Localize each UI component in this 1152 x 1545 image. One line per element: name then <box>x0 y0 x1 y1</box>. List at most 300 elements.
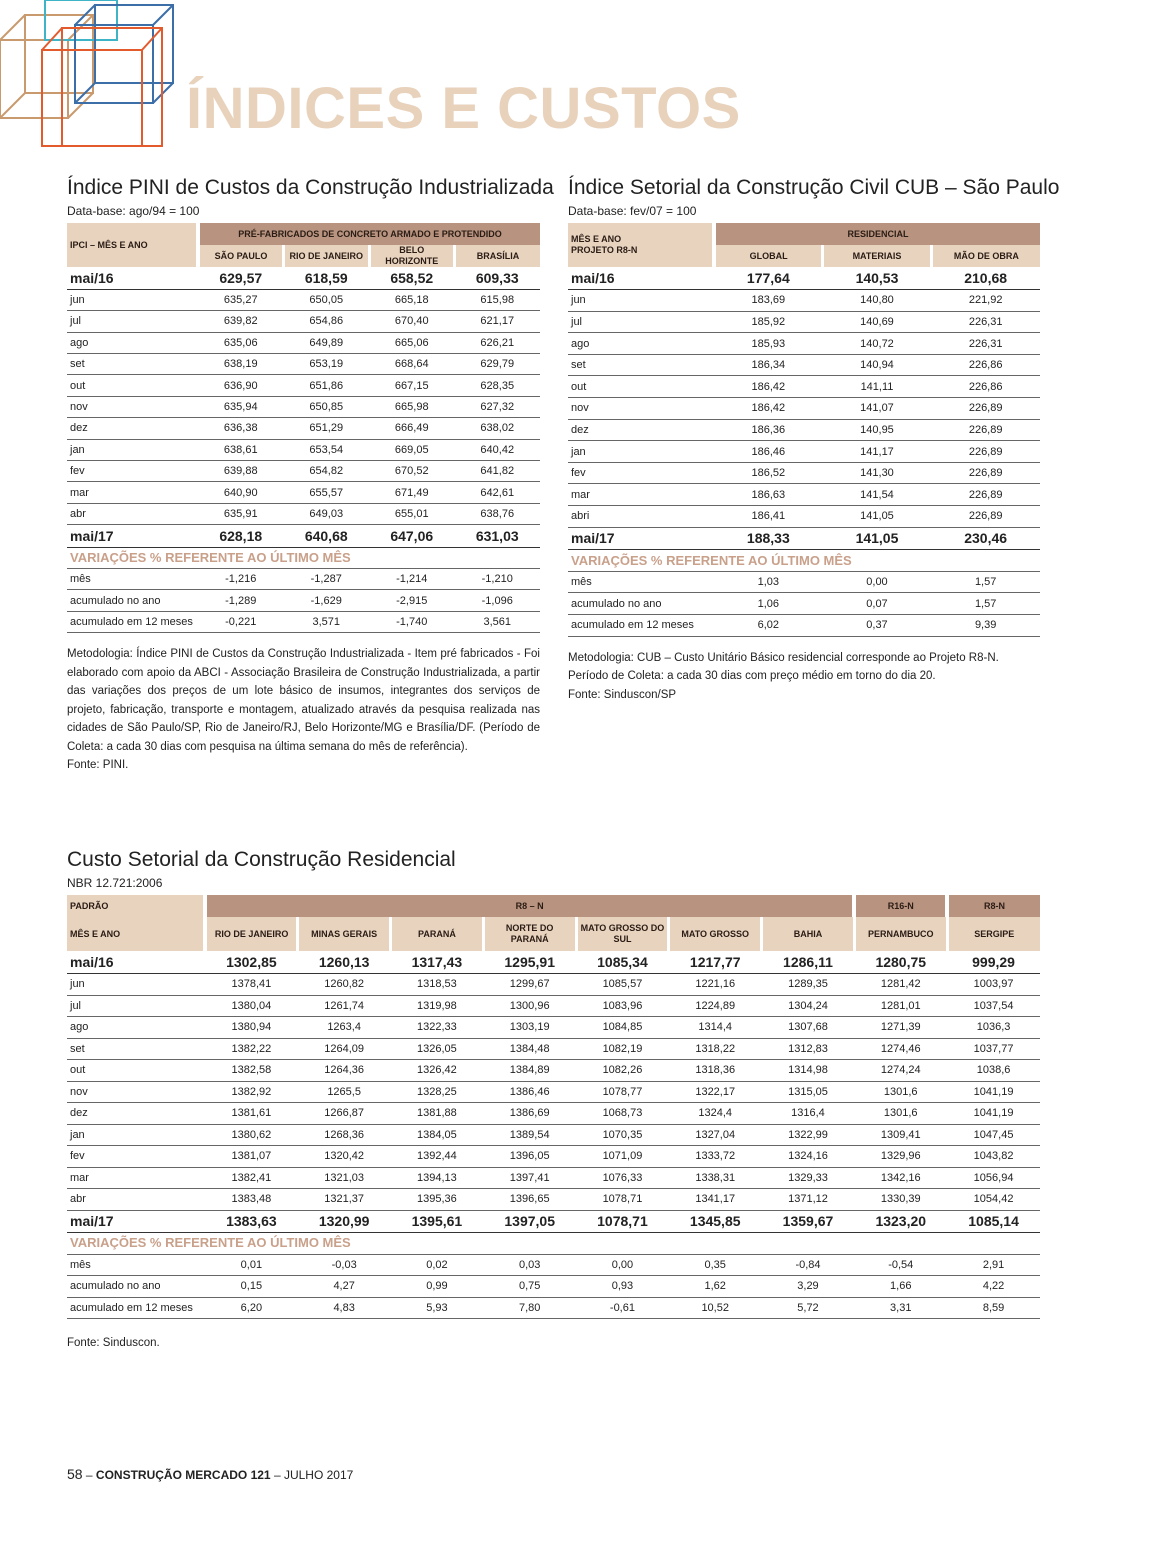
cub-methodology-line1: Metodologia: CUB – Custo Unitário Básico residencial corresponde ao Projeto R8-N. <box>568 651 999 664</box>
table-row-first <box>67 951 1040 974</box>
pini-table <box>67 223 540 633</box>
table-cell: 1076,33 <box>576 1167 669 1189</box>
table-cell: 1383,63 <box>205 1210 298 1233</box>
column-header: RIO DE JANEIRO <box>284 245 370 267</box>
cub-title: Índice Setorial da Construção Civil CUB – São Paulo <box>568 176 1060 199</box>
table-row <box>67 1017 1040 1039</box>
row-label: out <box>67 1060 205 1082</box>
table-cell: 1386,46 <box>483 1081 576 1103</box>
table-cell: 140,80 <box>823 290 932 312</box>
table-cell: 636,90 <box>198 375 284 396</box>
table-cell: 0,75 <box>483 1276 576 1298</box>
table-cell: -0,03 <box>298 1254 391 1276</box>
table-cell: 1078,71 <box>576 1210 669 1233</box>
table-cell: 615,98 <box>455 289 541 310</box>
table-cell: 226,31 <box>931 333 1040 355</box>
row-label: jan <box>67 439 198 460</box>
table-cell: -1,096 <box>455 590 541 611</box>
table-cell: 1286,11 <box>762 951 855 974</box>
table-cell: 9,39 <box>931 615 1040 637</box>
table-cell: 651,29 <box>284 418 370 439</box>
column-header: MATERIAIS <box>823 245 932 267</box>
variation-title-row <box>568 550 1040 572</box>
table-cell: 1323,20 <box>854 1210 947 1233</box>
table-cell: -1,216 <box>198 568 284 589</box>
table-row <box>67 396 540 417</box>
column-header: MATO GROSSO DO SUL <box>576 917 669 951</box>
row-label: jun <box>568 290 714 312</box>
table-cell: 1384,05 <box>391 1124 484 1146</box>
row-label: dez <box>67 418 198 439</box>
variation-title: VARIAÇÕES % REFERENTE AO ÚLTIMO MÊS <box>67 1233 1040 1255</box>
table-row <box>67 1124 1040 1146</box>
row-label: mai/17 <box>568 527 714 550</box>
table-cell: 226,86 <box>931 376 1040 398</box>
table-cell: 186,63 <box>714 484 823 506</box>
table-cell: -1,629 <box>284 590 370 611</box>
pini-row-header: IPCI – MÊS E ANO <box>67 223 198 267</box>
table-cell: 999,29 <box>947 951 1040 974</box>
table-cell: 1036,3 <box>947 1017 1040 1039</box>
table-cell: 635,94 <box>198 396 284 417</box>
row-label: mai/16 <box>67 267 198 289</box>
table-cell: 1264,36 <box>298 1060 391 1082</box>
table-cell: 1322,33 <box>391 1017 484 1039</box>
row-label: fev <box>568 462 714 484</box>
table-cell: 1396,05 <box>483 1146 576 1168</box>
table-cell: 1316,4 <box>762 1103 855 1125</box>
footer-dash: – <box>270 1468 284 1482</box>
table-row-first <box>568 267 1040 290</box>
table-cell: 3,31 <box>854 1297 947 1319</box>
table-cell: 609,33 <box>455 267 541 289</box>
table-cell: 141,54 <box>823 484 932 506</box>
row-label: jan <box>67 1124 205 1146</box>
table-cell: 654,86 <box>284 311 370 332</box>
table-cell: 1383,48 <box>205 1189 298 1211</box>
table-cell: 1378,41 <box>205 974 298 996</box>
row-label: jun <box>67 974 205 996</box>
table-cell: 0,00 <box>576 1254 669 1276</box>
column-header: MINAS GERAIS <box>298 917 391 951</box>
table-cell: 1321,03 <box>298 1167 391 1189</box>
table-cell: 1389,54 <box>483 1124 576 1146</box>
table-cell: 658,52 <box>369 267 455 289</box>
table-cell: 1260,82 <box>298 974 391 996</box>
table-cell: 1314,98 <box>762 1060 855 1082</box>
table-cell: 0,01 <box>205 1254 298 1276</box>
table-cell: 3,561 <box>455 611 541 632</box>
table-cell: 210,68 <box>931 267 1040 290</box>
table-cell: 655,57 <box>284 482 370 503</box>
column-header: GLOBAL <box>714 245 823 267</box>
table-cell: 1315,05 <box>762 1081 855 1103</box>
table-cell: 1,06 <box>714 593 823 615</box>
table-row <box>67 354 540 375</box>
table-cell: 1380,94 <box>205 1017 298 1039</box>
table-cell: 1217,77 <box>669 951 762 974</box>
row-label: acumulado em 12 meses <box>67 1297 205 1319</box>
table-cell: 1,57 <box>931 571 1040 593</box>
table-cell: 639,88 <box>198 461 284 482</box>
table-cell: 1,57 <box>931 593 1040 615</box>
table-cell: 185,92 <box>714 311 823 333</box>
variation-row <box>568 615 1040 637</box>
table-cell: 1301,6 <box>854 1103 947 1125</box>
table-cell: 1319,98 <box>391 995 484 1017</box>
table-row <box>568 419 1040 441</box>
row-label: jan <box>568 441 714 463</box>
table-cell: 1329,96 <box>854 1146 947 1168</box>
table-cell: 1054,42 <box>947 1189 1040 1211</box>
table-cell: 1274,46 <box>854 1038 947 1060</box>
table-row <box>67 1189 1040 1211</box>
table-cell: 1082,19 <box>576 1038 669 1060</box>
table-cell: 1295,91 <box>483 951 576 974</box>
residencial-row-header: MÊS E ANO <box>67 917 205 951</box>
column-header: BAHIA <box>762 917 855 951</box>
table-cell: 186,41 <box>714 506 823 528</box>
variation-title: VARIAÇÕES % REFERENTE AO ÚLTIMO MÊS <box>67 547 540 568</box>
table-cell: 665,06 <box>369 332 455 353</box>
residencial-padrao-header: PADRÃO <box>67 895 205 917</box>
table-cell: 226,31 <box>931 311 1040 333</box>
table-cell: 0,35 <box>669 1254 762 1276</box>
table-cell: 1224,89 <box>669 995 762 1017</box>
table-cell: -1,740 <box>369 611 455 632</box>
table-cell: -1,287 <box>284 568 370 589</box>
row-label: jul <box>67 995 205 1017</box>
table-cell: 1396,65 <box>483 1189 576 1211</box>
cub-table <box>568 223 1040 637</box>
table-cell: 1,62 <box>669 1276 762 1298</box>
row-label: out <box>568 376 714 398</box>
table-cell: 640,42 <box>455 439 541 460</box>
table-cell: 1085,57 <box>576 974 669 996</box>
table-cell: 1318,36 <box>669 1060 762 1082</box>
table-cell: 186,42 <box>714 398 823 420</box>
table-cell: 671,49 <box>369 482 455 503</box>
page-footer <box>67 1466 353 1482</box>
table-cell: 186,36 <box>714 419 823 441</box>
table-cell: 641,82 <box>455 461 541 482</box>
magazine-name: CONSTRUÇÃO MERCADO 121 <box>95 1468 271 1482</box>
table-cell: 141,07 <box>823 398 932 420</box>
column-header: BELO HORIZONTE <box>369 245 455 267</box>
table-cell: 1304,24 <box>762 995 855 1017</box>
table-cell: 666,49 <box>369 418 455 439</box>
table-cell: 627,32 <box>455 396 541 417</box>
row-label: abri <box>568 506 714 528</box>
table-cell: 626,21 <box>455 332 541 353</box>
row-label: set <box>568 354 714 376</box>
row-label: mar <box>67 482 198 503</box>
table-cell: 640,68 <box>284 525 370 547</box>
table-cell: 0,02 <box>391 1254 484 1276</box>
table-cell: 635,27 <box>198 289 284 310</box>
table-cell: 1312,83 <box>762 1038 855 1060</box>
cubes-logo-icon <box>0 0 180 150</box>
table-cell: 1324,16 <box>762 1146 855 1168</box>
table-cell: 667,15 <box>369 375 455 396</box>
table-cell: 141,05 <box>823 506 932 528</box>
table-cell: 230,46 <box>931 527 1040 550</box>
row-label: ago <box>67 1017 205 1039</box>
table-cell: 670,40 <box>369 311 455 332</box>
table-cell: 141,17 <box>823 441 932 463</box>
table-cell: 650,05 <box>284 289 370 310</box>
table-cell: 1265,5 <box>298 1081 391 1103</box>
table-cell: 1382,22 <box>205 1038 298 1060</box>
table-cell: -2,915 <box>369 590 455 611</box>
variation-row <box>67 1254 1040 1276</box>
table-row-last <box>67 1210 1040 1233</box>
table-cell: 1082,26 <box>576 1060 669 1082</box>
table-cell: 1381,88 <box>391 1103 484 1125</box>
table-cell: 1381,61 <box>205 1103 298 1125</box>
table-cell: 638,02 <box>455 418 541 439</box>
table-cell: 1342,16 <box>854 1167 947 1189</box>
row-label: mai/17 <box>67 1210 205 1233</box>
table-cell: 1043,82 <box>947 1146 1040 1168</box>
table-cell: 638,61 <box>198 439 284 460</box>
row-label: set <box>67 1038 205 1060</box>
table-cell: 3,571 <box>284 611 370 632</box>
row-label: acumulado em 12 meses <box>67 611 198 632</box>
table-cell: 639,82 <box>198 311 284 332</box>
table-cell: 1281,42 <box>854 974 947 996</box>
table-cell: 1070,35 <box>576 1124 669 1146</box>
table-cell: 2,91 <box>947 1254 1040 1276</box>
residencial-table <box>67 895 1040 1319</box>
variation-row <box>67 1297 1040 1319</box>
table-row <box>67 1081 1040 1103</box>
table-cell: 1328,25 <box>391 1081 484 1103</box>
table-cell: 635,06 <box>198 332 284 353</box>
table-cell: 631,03 <box>455 525 541 547</box>
table-cell: 651,86 <box>284 375 370 396</box>
cub-source: Fonte: Sinduscon/SP <box>568 688 677 701</box>
table-cell: 1263,4 <box>298 1017 391 1039</box>
row-label: nov <box>568 398 714 420</box>
page-number: 58 <box>67 1466 83 1482</box>
table-cell: 655,01 <box>369 503 455 524</box>
table-cell: 1327,04 <box>669 1124 762 1146</box>
table-cell: 1318,53 <box>391 974 484 996</box>
table-cell: 1394,13 <box>391 1167 484 1189</box>
residencial-group-r8n-short: R8-N <box>947 895 1040 917</box>
table-cell: 640,90 <box>198 482 284 503</box>
table-cell: 1329,33 <box>762 1167 855 1189</box>
table-row <box>568 311 1040 333</box>
table-cell: 1395,36 <box>391 1189 484 1211</box>
table-cell: 1037,54 <box>947 995 1040 1017</box>
table-cell: 1078,71 <box>576 1189 669 1211</box>
row-label: set <box>67 354 198 375</box>
variation-row <box>67 590 540 611</box>
table-row-last <box>568 527 1040 550</box>
table-cell: 1397,41 <box>483 1167 576 1189</box>
table-cell: 1330,39 <box>854 1189 947 1211</box>
column-header: PARANÁ <box>391 917 484 951</box>
table-cell: 1289,35 <box>762 974 855 996</box>
table-cell: 1333,72 <box>669 1146 762 1168</box>
table-cell: 1314,4 <box>669 1017 762 1039</box>
table-cell: 1041,19 <box>947 1081 1040 1103</box>
table-cell: 0,07 <box>823 593 932 615</box>
table-cell: -1,214 <box>369 568 455 589</box>
table-cell: 0,99 <box>391 1276 484 1298</box>
table-cell: 1326,05 <box>391 1038 484 1060</box>
row-label: fev <box>67 1146 205 1168</box>
table-cell: 1397,05 <box>483 1210 576 1233</box>
table-cell: 1274,24 <box>854 1060 947 1082</box>
table-cell: 1085,14 <box>947 1210 1040 1233</box>
table-row <box>67 439 540 460</box>
row-label: dez <box>568 419 714 441</box>
table-cell: 3,29 <box>762 1276 855 1298</box>
table-row <box>568 290 1040 312</box>
issue-date: JULHO 2017 <box>283 1468 354 1482</box>
table-cell: 629,57 <box>198 267 284 289</box>
column-header: MÃO DE OBRA <box>931 245 1040 267</box>
row-label: nov <box>67 396 198 417</box>
row-label: mai/16 <box>568 267 714 290</box>
row-label: mar <box>67 1167 205 1189</box>
table-cell: 1280,75 <box>854 951 947 974</box>
pini-methodology: Metodologia: Índice PINI de Custos da Construção Industrializada - Item pré fabricados - Foi elaborado com apoio da ABCI - Associação Brasileira de Construção Industrializada, a partir das variações dos preços de um lote básico de insumos, integrantes dos serviços de projeto, fabricação, transporte e montagem, atualizado através da pesquisa realizada nas cidades de São Paulo/SP, Rio de Janeiro/RJ, Belo Horizonte/MG e Brasília/DF. (Período de Coleta: a cada 30 dias com pesquisa na última semana do mês de referência). <box>67 648 540 753</box>
table-cell: 649,03 <box>284 503 370 524</box>
column-header: BRASÍLIA <box>455 245 541 267</box>
table-cell: 1380,62 <box>205 1124 298 1146</box>
table-cell: 669,05 <box>369 439 455 460</box>
table-cell: 653,19 <box>284 354 370 375</box>
row-label: acumulado no ano <box>568 593 714 615</box>
table-cell: 186,42 <box>714 376 823 398</box>
table-cell: -0,84 <box>762 1254 855 1276</box>
row-label: acumulado em 12 meses <box>568 615 714 637</box>
table-row <box>67 311 540 332</box>
table-row <box>67 1146 1040 1168</box>
row-label: mai/17 <box>67 525 198 547</box>
table-cell: -1,289 <box>198 590 284 611</box>
table-cell: 1041,19 <box>947 1103 1040 1125</box>
table-cell: 628,35 <box>455 375 541 396</box>
table-cell: 141,30 <box>823 462 932 484</box>
table-cell: 1326,42 <box>391 1060 484 1082</box>
table-cell: 1261,74 <box>298 995 391 1017</box>
table-row <box>67 418 540 439</box>
row-label: mês <box>568 571 714 593</box>
column-header: PERNAMBUCO <box>854 917 947 951</box>
row-label: dez <box>67 1103 205 1125</box>
table-cell: 1303,19 <box>483 1017 576 1039</box>
table-cell: 636,38 <box>198 418 284 439</box>
table-cell: 1003,97 <box>947 974 1040 996</box>
table-cell: 1078,77 <box>576 1081 669 1103</box>
table-cell: 1320,99 <box>298 1210 391 1233</box>
row-label: ago <box>67 332 198 353</box>
table-cell: 1037,77 <box>947 1038 1040 1060</box>
table-cell: 1056,94 <box>947 1167 1040 1189</box>
table-cell: 0,15 <box>205 1276 298 1298</box>
column-header: SERGIPE <box>947 917 1040 951</box>
table-cell: 1307,68 <box>762 1017 855 1039</box>
table-cell: 665,98 <box>369 396 455 417</box>
pini-database: Data-base: ago/94 = 100 <box>67 204 200 218</box>
cub-row-header <box>568 223 714 267</box>
table-row <box>67 995 1040 1017</box>
row-label: abr <box>67 503 198 524</box>
pini-source: Fonte: PINI. <box>67 759 129 772</box>
table-row <box>67 503 540 524</box>
table-cell: 1345,85 <box>669 1210 762 1233</box>
residencial-group-r16n: R16-N <box>854 895 947 917</box>
table-cell: 1038,6 <box>947 1060 1040 1082</box>
table-cell: 1386,69 <box>483 1103 576 1125</box>
row-label: mês <box>67 568 198 589</box>
table-row <box>67 461 540 482</box>
row-label: ago <box>568 333 714 355</box>
table-cell: 140,95 <box>823 419 932 441</box>
table-cell: 221,92 <box>931 290 1040 312</box>
table-cell: 642,61 <box>455 482 541 503</box>
table-cell: 226,89 <box>931 441 1040 463</box>
table-row <box>67 1038 1040 1060</box>
table-row <box>568 484 1040 506</box>
table-cell: 1321,37 <box>298 1189 391 1211</box>
table-cell: 183,69 <box>714 290 823 312</box>
table-cell: 1085,34 <box>576 951 669 974</box>
table-cell: 185,93 <box>714 333 823 355</box>
table-row <box>67 332 540 353</box>
table-row <box>67 289 540 310</box>
row-label: nov <box>67 1081 205 1103</box>
table-cell: 1318,22 <box>669 1038 762 1060</box>
variation-row <box>568 571 1040 593</box>
table-cell: 188,33 <box>714 527 823 550</box>
table-cell: 5,93 <box>391 1297 484 1319</box>
table-cell: 1359,67 <box>762 1210 855 1233</box>
table-row <box>568 462 1040 484</box>
table-cell: 1382,58 <box>205 1060 298 1082</box>
table-cell: 628,18 <box>198 525 284 547</box>
table-cell: 1338,31 <box>669 1167 762 1189</box>
cub-database: Data-base: fev/07 = 100 <box>568 204 697 218</box>
table-cell: 1302,85 <box>205 951 298 974</box>
table-cell: 1271,39 <box>854 1017 947 1039</box>
table-cell: 0,03 <box>483 1254 576 1276</box>
table-cell: 10,52 <box>669 1297 762 1319</box>
table-cell: 1384,89 <box>483 1060 576 1082</box>
table-cell: 621,17 <box>455 311 541 332</box>
table-row <box>67 1103 1040 1125</box>
table-cell: 1322,17 <box>669 1081 762 1103</box>
row-label: jun <box>67 289 198 310</box>
table-cell: 1266,87 <box>298 1103 391 1125</box>
table-cell: 1322,99 <box>762 1124 855 1146</box>
table-cell: 1264,09 <box>298 1038 391 1060</box>
footer-dash: – <box>82 1468 96 1482</box>
table-cell: 654,82 <box>284 461 370 482</box>
column-header: MATO GROSSO <box>669 917 762 951</box>
table-cell: 1281,01 <box>854 995 947 1017</box>
table-row <box>568 333 1040 355</box>
table-cell: 4,22 <box>947 1276 1040 1298</box>
row-label: fev <box>67 461 198 482</box>
table-cell: -1,210 <box>455 568 541 589</box>
table-cell: 8,59 <box>947 1297 1040 1319</box>
